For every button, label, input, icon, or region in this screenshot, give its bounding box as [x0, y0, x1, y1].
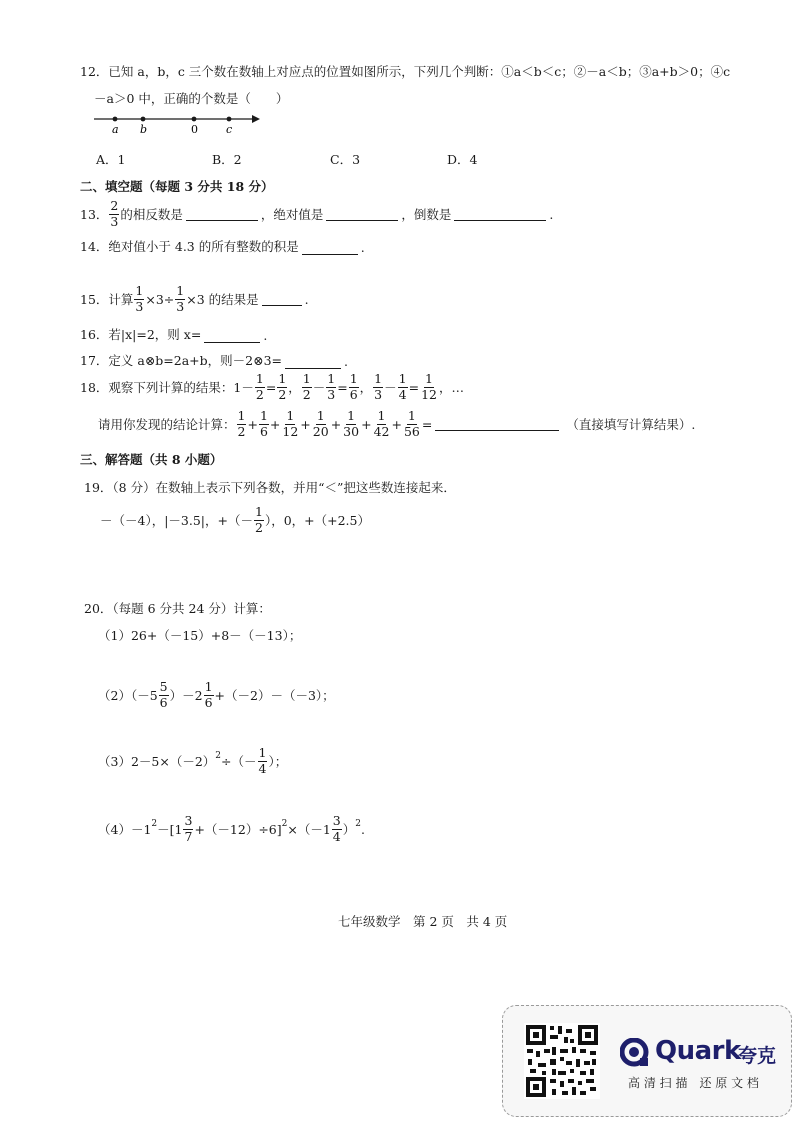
qr-code-icon: [524, 1023, 600, 1099]
q18-sum-f1: $\frac{1}{2}$: [237, 408, 246, 439]
q18-blank[interactable]: [435, 418, 559, 431]
q18-pre: 18．观察下列计算的结果：: [80, 380, 234, 395]
q13-end: .: [549, 206, 554, 222]
choice-d[interactable]: D．4: [447, 152, 478, 167]
q14-text: 14．绝对值小于 4.3 的所有整数的积是: [80, 239, 299, 254]
q15: [80, 285, 309, 313]
q20-p2-b: ）－2: [169, 688, 203, 703]
q13-blank-abs[interactable]: [326, 208, 398, 221]
point-b: [141, 117, 146, 122]
q16: [80, 325, 267, 343]
q18-sum-f6: $\frac{1}{42}$: [373, 408, 390, 439]
q13-text2: ，绝对值是: [260, 207, 324, 222]
q18-f2: $\frac{1}{2}$: [278, 371, 287, 402]
q17-text: 17．定义 a⊗b=2a+b，则－2⊗3=: [80, 353, 283, 368]
q18-eq: =: [408, 379, 420, 395]
section2-heading: 二、填空题（每题 3 分共 18 分）: [80, 179, 274, 194]
q12-line2: －a＞0 中，正确的个数是（ ）: [94, 91, 289, 106]
q18-minus: －: [241, 380, 254, 395]
q20-p4-sup3: 2: [355, 819, 361, 829]
q20-p4-f1: $\frac{3}{7}$: [184, 813, 193, 844]
q18-eq: =: [337, 379, 348, 395]
q18-f3: $\frac{1}{2}$: [302, 371, 311, 402]
section3-heading: 三、解答题（共 8 小题）: [80, 452, 223, 467]
label-c: c: [226, 123, 233, 136]
point-0: [192, 117, 197, 122]
q17-blank[interactable]: [285, 356, 341, 369]
label-0: 0: [191, 123, 198, 136]
q15-fraction-1: $\frac{1}{3}$: [135, 283, 144, 314]
q18-plus: +: [391, 416, 402, 432]
quark-brand: Quark: [655, 1036, 741, 1066]
q18-minus: －: [384, 380, 397, 395]
q13-fraction: $\frac{2}{3}$: [110, 198, 119, 229]
q18-line2: [98, 410, 695, 438]
q14: [80, 237, 365, 255]
q18-f4: $\frac{1}{3}$: [327, 371, 336, 402]
q18-one: 1: [233, 379, 242, 395]
q18-f1: $\frac{1}{2}$: [255, 371, 264, 402]
q18-sum-f7: $\frac{1}{56}$: [403, 408, 420, 439]
q18-plus: +: [361, 416, 372, 432]
q20-part3: [98, 747, 287, 775]
q20-part1: （1）26+（－15）+8－（－13）；: [98, 628, 302, 643]
q16-end: .: [263, 328, 268, 343]
q19-fraction: $\frac{1}{2}$: [254, 504, 263, 535]
page-footer: 七年级数学 第 2 页 共 4 页: [338, 914, 508, 929]
quark-tagline: 高 清 扫 描 还 原 文 档: [628, 1076, 759, 1090]
q20-p4-d: ×（－1: [287, 822, 331, 837]
q17: [80, 351, 348, 369]
q20-p4-b: －[1: [157, 822, 183, 837]
q15-pre: 15．计算: [80, 292, 134, 307]
q18-comma: ，: [438, 380, 452, 395]
q15-fraction-2: $\frac{1}{3}$: [176, 283, 185, 314]
q16-text: 16．若|x|=2，则 x=: [80, 327, 202, 342]
q18-line2-pre: 请用你发现的结论计算：: [98, 417, 236, 432]
q18-line1: [80, 373, 464, 401]
q13-blank-reciprocal[interactable]: [454, 208, 546, 221]
q20-part4: [98, 815, 365, 843]
q12-number-line: [92, 110, 262, 136]
q18-plus: +: [247, 416, 258, 432]
q20-p4-c: +（－12）÷6]: [194, 822, 282, 837]
q13-number: 13．: [80, 207, 109, 222]
q18-eq: =: [421, 416, 433, 432]
q20-p2-a: （2）（－5: [98, 688, 158, 703]
q18-sum-f2: $\frac{1}{6}$: [259, 408, 268, 439]
q20-p2-f1: $\frac{5}{6}$: [159, 679, 168, 710]
q18-eq: =: [265, 379, 277, 395]
q20-p4-a: （4）－1: [98, 822, 152, 837]
label-b: b: [140, 123, 148, 136]
choice-b[interactable]: B．2: [212, 152, 242, 167]
q20-text: 20．（每题 6 分共 24 分）计算：: [84, 601, 271, 616]
q20-p2-f2: $\frac{1}{6}$: [204, 679, 213, 710]
q18-plus: +: [330, 416, 342, 432]
point-a: [113, 117, 118, 122]
q18-comma: ，: [359, 380, 373, 395]
q15-mid1: ×3÷: [145, 291, 175, 307]
point-c: [227, 117, 232, 122]
q12-line1: 12．已知 a，b，c 三个数在数轴上对应点的位置如图所示，下列几个判断：①a＜b＜c；②－a＜b；③a+b＞0；④c: [80, 64, 731, 79]
q18-tail: （直接填写计算结果）.: [566, 417, 696, 432]
quark-logo-icon: [620, 1038, 650, 1068]
q20-p3-a: （3）2－5×（－2）: [98, 754, 216, 769]
q15-blank[interactable]: [262, 293, 302, 306]
q13-text1: 的相反数是: [120, 207, 183, 222]
q20-p3-b: ÷（－: [221, 754, 257, 769]
q13-text3: ，倒数是: [401, 207, 452, 222]
q15-end: .: [304, 291, 309, 307]
q20-p4-f2: $\frac{3}{4}$: [332, 813, 341, 844]
q20-p3-c: ）；: [268, 754, 288, 769]
q18-plus: +: [300, 416, 311, 432]
q18-f5: $\frac{1}{6}$: [349, 371, 358, 402]
choice-a[interactable]: A．1: [96, 152, 126, 167]
q19-text: 19．（8 分）在数轴上表示下列各数，并用“＜”把这些数连接起来．: [84, 480, 456, 495]
quark-brand-cn: 夸克: [738, 1045, 777, 1067]
q20-p4-e: ）: [342, 822, 356, 837]
q14-blank[interactable]: [302, 242, 358, 255]
q20-part2: [98, 681, 335, 709]
q18-sum-f4: $\frac{1}{20}$: [312, 408, 329, 439]
q20-p4-sup1: 2: [151, 819, 158, 829]
q20-p2-c: +（－2）－（－3）；: [214, 688, 335, 703]
q13: [80, 200, 553, 228]
q20-p3-f: $\frac{1}{4}$: [258, 745, 267, 776]
q18-minus: －: [312, 380, 326, 395]
q18-comma: ，: [288, 380, 301, 395]
q18-f8: $\frac{1}{12}$: [421, 371, 437, 402]
q20-p4-f: .: [361, 821, 365, 837]
label-a: a: [112, 123, 119, 136]
choice-c[interactable]: C．3: [330, 152, 361, 167]
q18-plus: +: [269, 416, 281, 432]
q19-numbers-a: －（－4），|－3.5|，+（－: [100, 513, 253, 528]
q20-p4-sup2: 2: [281, 819, 288, 829]
q13-blank-opposite[interactable]: [186, 208, 258, 221]
q18-f7: $\frac{1}{4}$: [398, 371, 407, 402]
q18-ellipsis: …: [451, 379, 464, 395]
q18-sum-f5: $\frac{1}{30}$: [343, 408, 360, 439]
q20-p3-sup: 2: [215, 751, 222, 761]
q14-end: .: [360, 240, 365, 255]
q16-blank[interactable]: [204, 330, 260, 343]
q18-sum-f3: $\frac{1}{12}$: [282, 408, 299, 439]
q18-f6: $\frac{1}{3}$: [374, 371, 383, 402]
q17-end: .: [344, 354, 348, 369]
q19-numbers: [100, 506, 370, 534]
q19-numbers-b: ），0，+（+2.5）: [264, 513, 370, 528]
q15-mid2: ×3 的结果是: [186, 292, 259, 307]
